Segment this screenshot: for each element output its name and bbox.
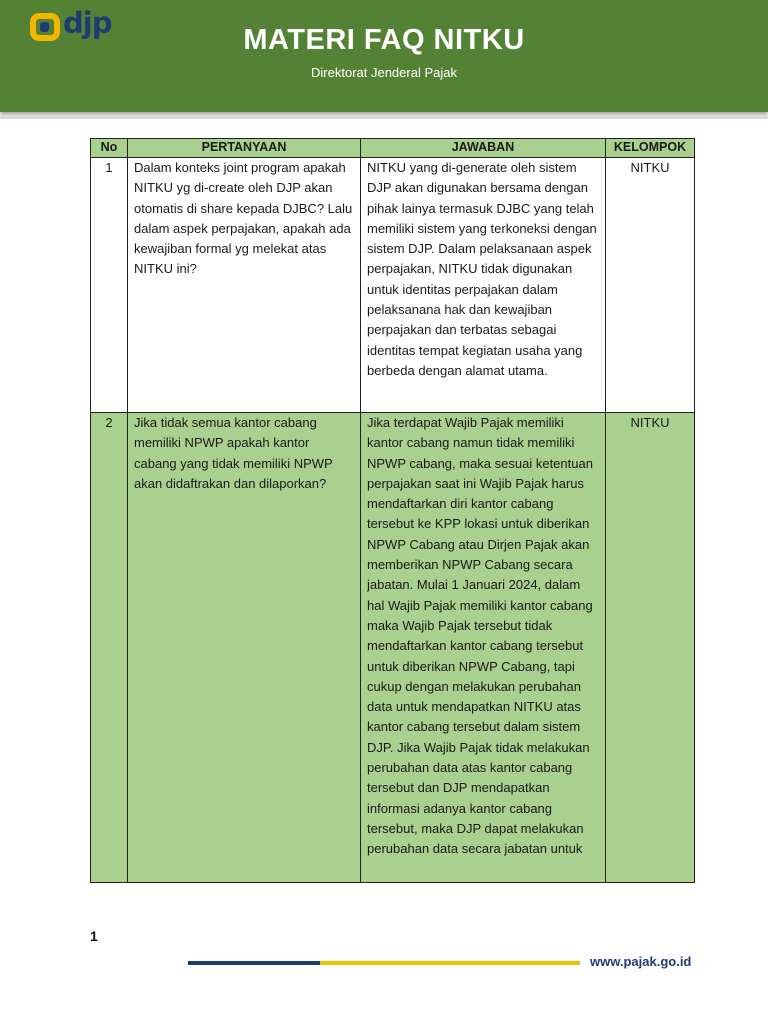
page-subtitle: Direktorat Jenderal Pajak (311, 65, 457, 80)
column-header-pertanyaan: PERTANYAAN (128, 139, 361, 158)
table-row (91, 413, 695, 883)
question-cell: Jika tidak semua kantor cabang memiliki NPWP apakah kantor cabang yang tidak memiliki NPWP akan didaftrakan dan dilaporkan? (128, 413, 361, 883)
footer-url: www.pajak.go.id (590, 954, 692, 969)
column-header-jawaban: JAWABAN (361, 139, 606, 158)
logo-text: djp (63, 6, 112, 40)
faq-table (90, 138, 695, 883)
question-cell: Dalam konteks joint program apakah NITKU yg di-create oleh DJP akan otomatis di share kepada DJBC? Lalu dalam aspek perpajakan, apakah ada kewajiban formal yg melekat atas NITKU ini? (128, 158, 361, 413)
answer-cell (361, 413, 606, 883)
answer-text: Jika terdapat Wajib Pajak memiliki kantor cabang namun tidak memiliki NPWP cabang, maka sesuai ketentuan perpajakan saat ini Wajib Pajak harus mendaftarkan diri kantor cabang tersebut ke KPP lokasi untuk diberikan NPWP Cabang atau Dirjen Pajak akan memberikan NPWP Cabang secara jabatan. Mulai 1 Januari 2024, dalam hal Wajib Pajak memiliki kantor cabang maka Wajib Pajak tersebut tidak mendaftarkan kantor cabang tersebut untuk diberikan NPWP Cabang, tapi cukup dengan melakukan perubahan data untuk mendapatkan NITKU atas kantor cabang tersebut dalam sistem DJP. Jika Wajib Pajak tidak melakukan perubahan data atas kantor cabang tersebut dan DJP mendapatkan informasi adanya kantor cabang tersebut, maka DJP dapat melakukan perubahan data secara jabatan untuk (367, 415, 593, 857)
footer-bar-navy (188, 961, 320, 965)
answer-cell: NITKU yang di-generate oleh sistem DJP akan digunakan bersama dengan pihak lainya termasuk DJBC yang telah memiliki sistem yang terkoneksi dengan sistem DJP. Dalam pelaksanaan aspek perpajakan, NITKU tidak digunakan untuk identitas perpajakan dalam pelaksanana hak dan kewajiban perpajakan dan terbatas sebagai identitas tempat kegiatan usaha yang berbeda dengan alamat utama. (361, 158, 606, 413)
header-divider (0, 116, 768, 119)
column-header-kelompok: KELOMPOK (606, 139, 695, 158)
group-cell: NITKU (606, 413, 695, 883)
page-title: MATERI FAQ NITKU (243, 24, 525, 56)
header-banner (0, 0, 768, 112)
group-cell: NITKU (606, 158, 695, 413)
row-number: 2 (91, 413, 128, 883)
column-header-no: No (91, 139, 128, 158)
row-number: 1 (91, 158, 128, 413)
table-row (91, 158, 695, 413)
page-number: 1 (90, 928, 98, 944)
table-header-row (91, 139, 695, 158)
footer-bar-gold (320, 961, 580, 965)
